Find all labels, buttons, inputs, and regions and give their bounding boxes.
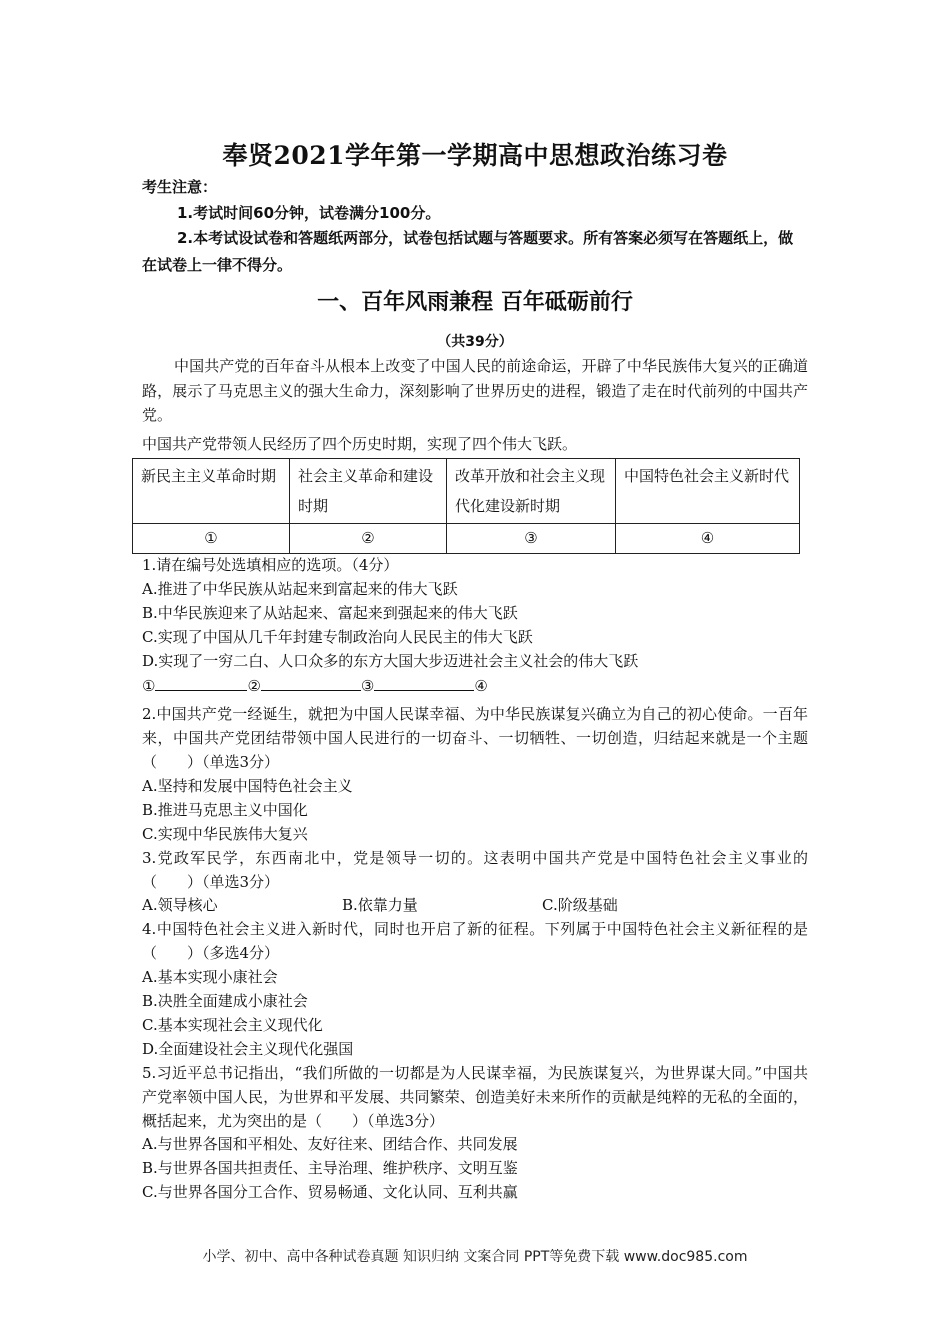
option: D.全面建设社会主义现代化强国 xyxy=(142,1040,354,1058)
option: B.决胜全面建成小康社会 xyxy=(142,992,308,1010)
question-stem: 4.中国特色社会主义进入新时代，同时也开启了新的征程。下列属于中国特色社会主义新征程的是（ ）（多选4分） xyxy=(142,920,808,962)
option: A.与世界各国和平相处、友好往来、团结合作、共同发展 xyxy=(142,1135,518,1153)
option: D.实现了一穷二白、人口众多的东方大国大步迈进社会主义社会的伟大飞跃 xyxy=(142,652,639,670)
option: B.推进马克思主义中国化 xyxy=(142,801,308,819)
answer-blank[interactable] xyxy=(155,676,247,691)
notice-heading: 考生注意： xyxy=(142,178,218,196)
table-row xyxy=(133,459,800,524)
blank-label: ③ xyxy=(360,677,375,695)
option: B.依靠力量 xyxy=(342,896,418,914)
answer-blank[interactable] xyxy=(261,676,361,691)
option: C.阶级基础 xyxy=(542,896,618,914)
option: A.基本实现小康社会 xyxy=(142,968,278,986)
periods-table xyxy=(132,458,800,554)
section-score: （共39分） xyxy=(437,334,513,350)
question-stem: 1.请在编号处选填相应的选项。（4分） xyxy=(142,556,399,574)
table-cell: ② xyxy=(290,524,447,554)
answer-blank[interactable] xyxy=(374,676,474,691)
table-cell: 新民主主义革命时期 xyxy=(133,459,290,524)
table-row xyxy=(133,524,800,554)
question-stem: 5.习近平总书记指出，“我们所做的一切都是为人民谋幸福，为民族谋复兴，为世界谋大同。”中国共产党率领中国人民，为世界和平发展、共同繁荣、创造美好未来所作的贡献是纯粹的无私的全面的，概括起来，尤为突出的是（ ）（单选3分） xyxy=(142,1064,808,1130)
blank-label: ④ xyxy=(474,677,488,695)
table-intro: 中国共产党带领人民经历了四个历史时期，实现了四个伟大飞跃。 xyxy=(142,435,578,453)
notice-item: 1.考试时间60分钟，试卷满分100分。 xyxy=(177,204,441,222)
option: C.实现中华民族伟大复兴 xyxy=(142,825,308,843)
option: A.推进了中华民族从站起来到富起来的伟大飞跃 xyxy=(142,580,458,598)
page-footer: 小学、初中、高中各种试卷真题 知识归纳 文案合同 PPT等免费下载 www.doc985.com xyxy=(202,1249,748,1265)
page-title: 奉贤2021学年第一学期高中思想政治练习卷 xyxy=(222,141,728,170)
section-title: 一、百年风雨兼程 百年砥砺前行 xyxy=(317,290,633,315)
option: C.实现了中国从几千年封建专制政治向人民民主的伟大飞跃 xyxy=(142,628,533,646)
section-intro: 中国共产党的百年奋斗从根本上改变了中国人民的前途命运，开辟了中华民族伟大复兴的正确道路，展示了马克思主义的强大生命力，深刻影响了世界历史的进程，锻造了走在时代前列的中国共产党。 xyxy=(142,357,808,424)
answer-blanks xyxy=(142,676,488,695)
notice-item: 2.本考试设试卷和答题纸两部分，试卷包括试题与答题要求。所有答案必须写在答题纸上，做在试卷上一律不得分。 xyxy=(142,229,794,274)
option: A.坚持和发展中国特色社会主义 xyxy=(142,777,353,795)
option: B.中华民族迎来了从站起来、富起来到强起来的伟大飞跃 xyxy=(142,604,518,622)
table-cell: ④ xyxy=(616,524,800,554)
table-cell: 中国特色社会主义新时代 xyxy=(616,459,800,524)
question-stem: 2.中国共产党一经诞生，就把为中国人民谋幸福、为中华民族谋复兴确立为自己的初心使命。一百年来，中国共产党团结带领中国人民进行的一切奋斗、一切牺牲、一切创造，归结起来就是一个主题（ ）（单选3分） xyxy=(142,705,808,771)
option-row xyxy=(142,894,618,915)
question-stem: 3.党政军民学，东西南北中，党是领导一切的。这表明中国共产党是中国特色社会主义事业的（ ）（单选3分） xyxy=(142,849,808,891)
table-cell: ③ xyxy=(447,524,616,554)
table-cell: 改革开放和社会主义现代化建设新时期 xyxy=(447,459,616,524)
table-cell: ① xyxy=(133,524,290,554)
blank-label: ① xyxy=(142,677,156,695)
table-cell: 社会主义革命和建设时期 xyxy=(290,459,447,524)
option: C.与世界各国分工合作、贸易畅通、文化认同、互利共赢 xyxy=(142,1183,518,1201)
blank-label: ② xyxy=(247,677,261,695)
option: A.领导核心 xyxy=(142,896,218,914)
option: C.基本实现社会主义现代化 xyxy=(142,1016,323,1034)
option: B.与世界各国共担责任、主导治理、维护秩序、文明互鉴 xyxy=(142,1159,518,1177)
